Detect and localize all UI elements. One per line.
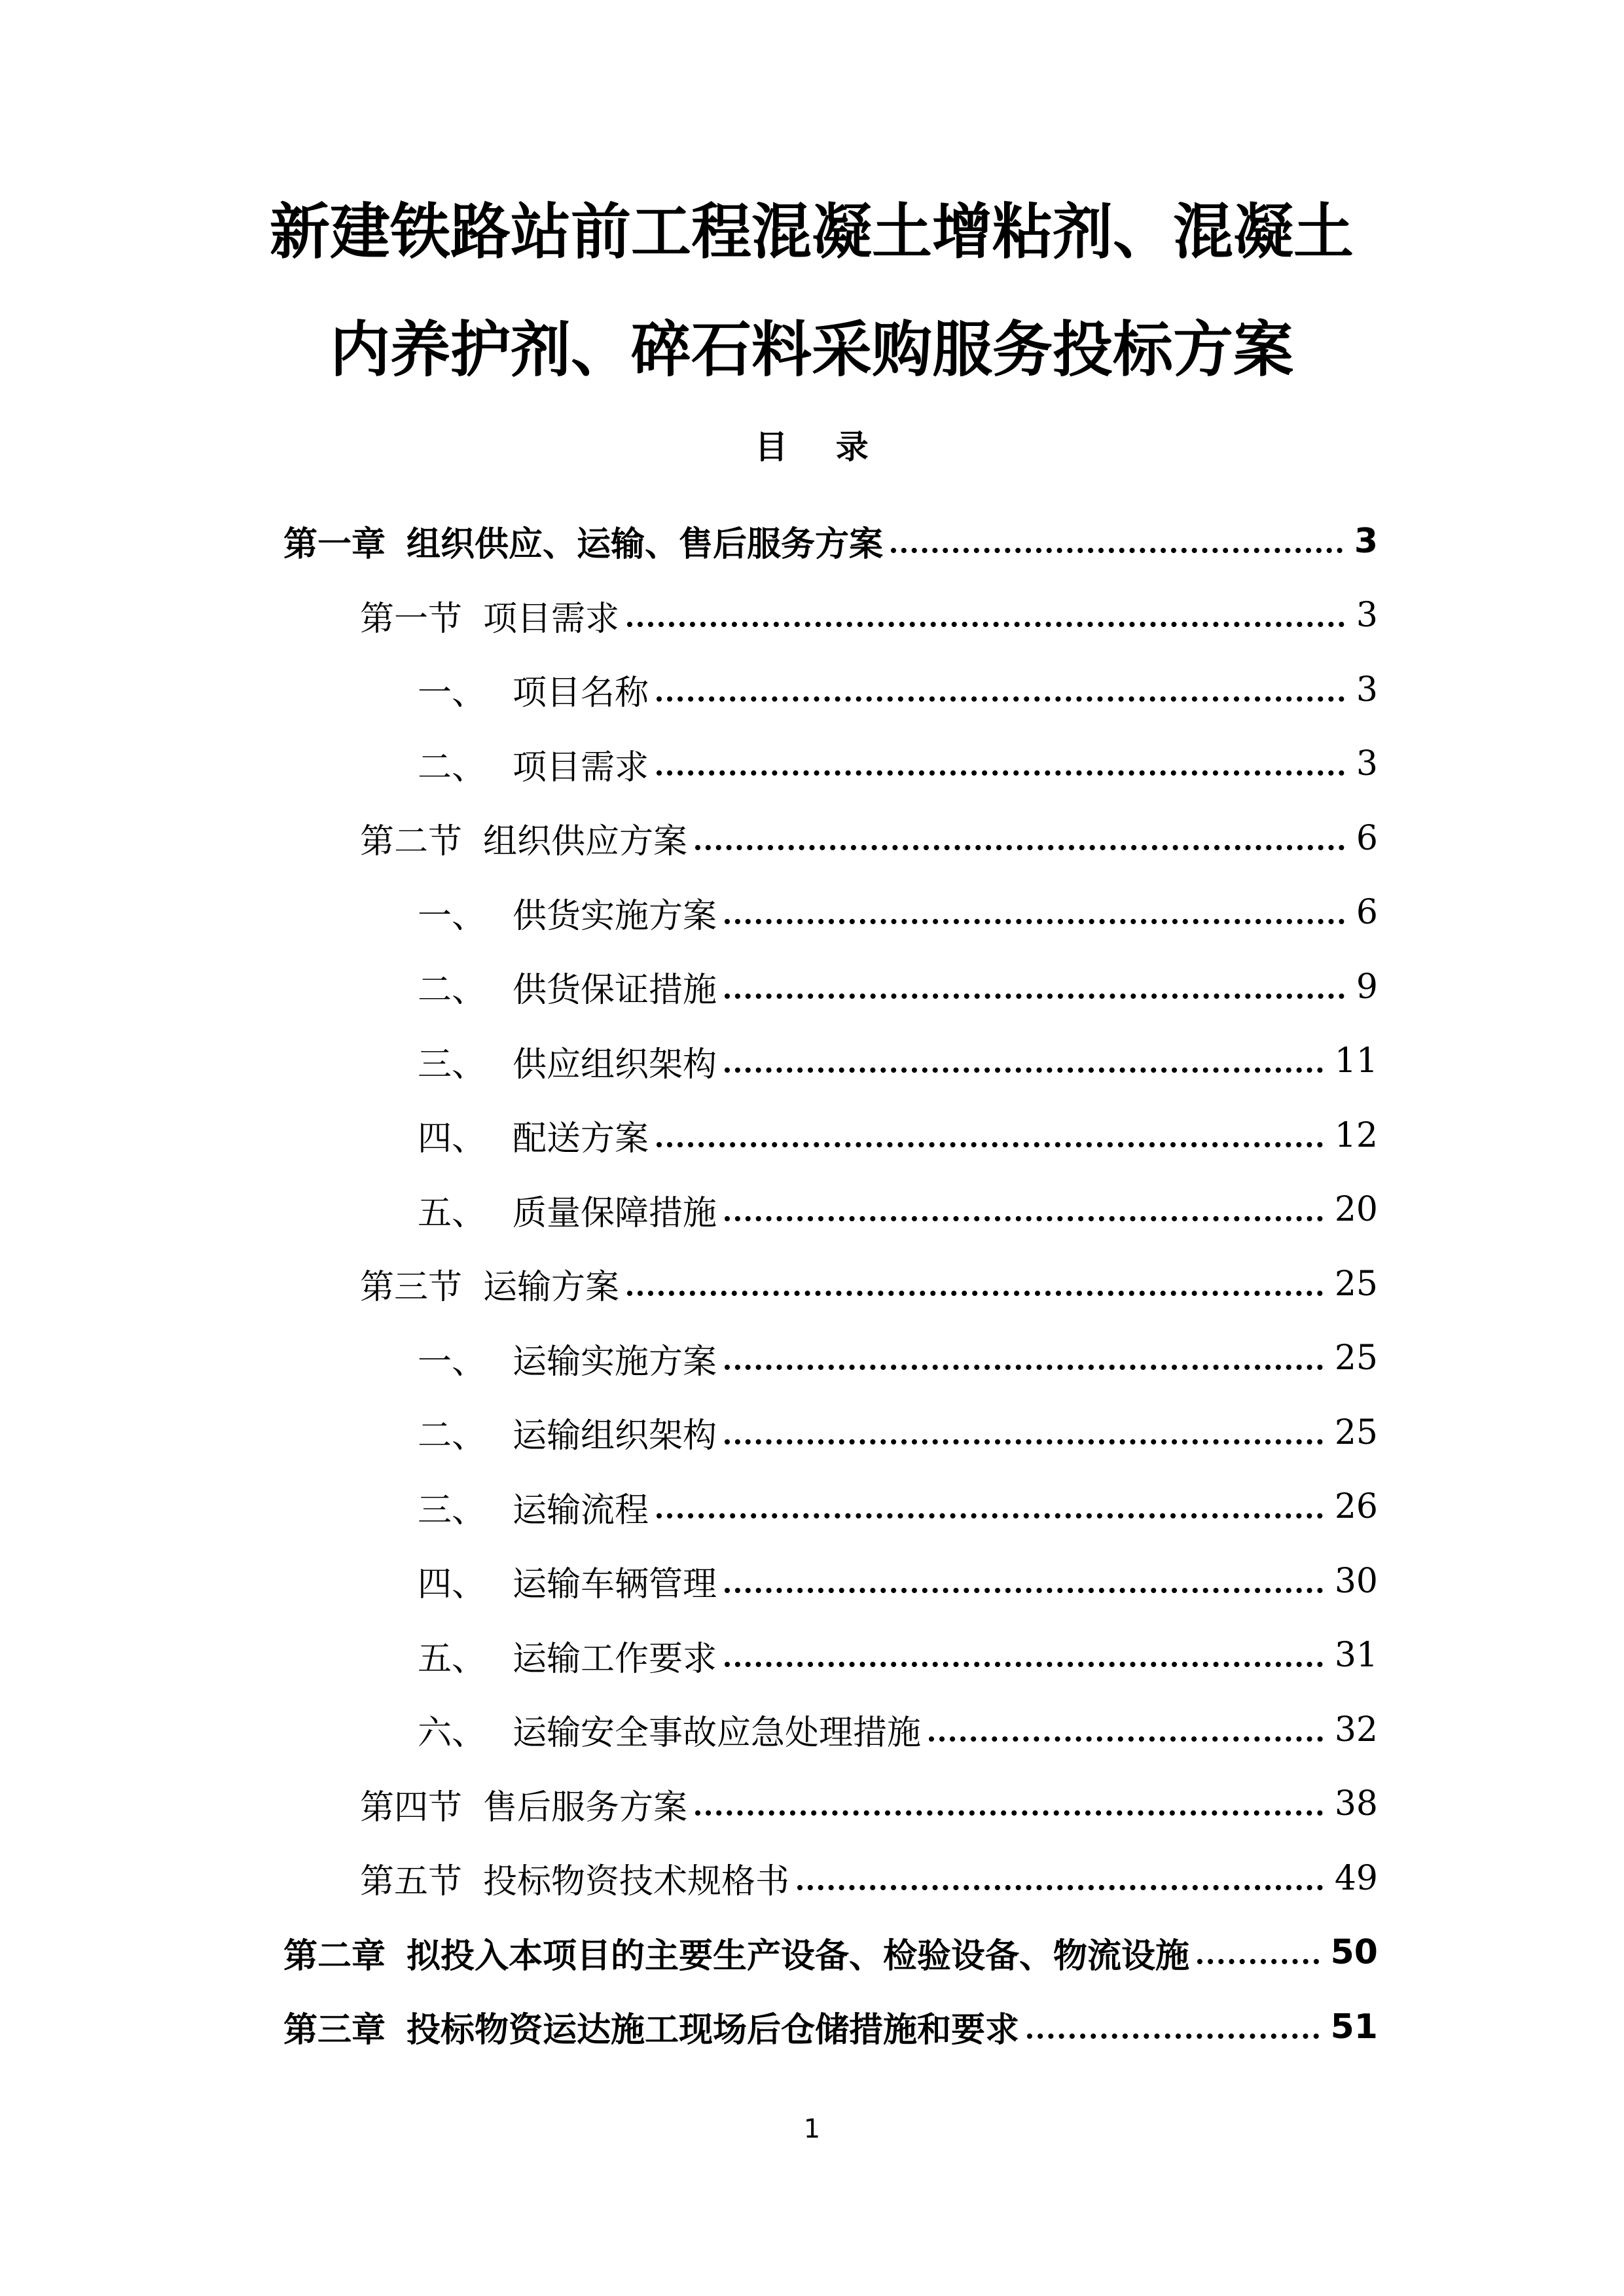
toc-entry-title: 运输组织架构 xyxy=(513,1416,717,1456)
toc-entry[interactable] xyxy=(283,1470,1378,1545)
toc-entry-number: 第三章 xyxy=(283,2011,386,2051)
toc-entry-title: 供应组织架构 xyxy=(513,1045,717,1085)
toc-entry-title: 运输实施方案 xyxy=(513,1342,717,1382)
toc-entry-title: 运输工作要求 xyxy=(513,1639,717,1679)
toc-entry-title: 供货保证措施 xyxy=(513,971,717,1011)
toc-entry-title: 运输流程 xyxy=(513,1490,649,1530)
toc-entry[interactable] xyxy=(283,579,1378,653)
toc-entry-page: 25 xyxy=(1334,1338,1378,1378)
toc-entry[interactable] xyxy=(283,1693,1378,1767)
toc-entry-number: 第二章 xyxy=(283,1936,386,1976)
toc-dot-leader xyxy=(797,1885,1323,1890)
toc-entry[interactable] xyxy=(283,1173,1378,1247)
toc-entry[interactable] xyxy=(283,1098,1378,1173)
toc-dot-leader xyxy=(657,1142,1323,1147)
toc-entry-number: 三、 xyxy=(418,1045,486,1085)
toc-entry[interactable] xyxy=(283,1247,1378,1321)
toc-entry-number: 五、 xyxy=(418,1193,486,1233)
toc-entry[interactable] xyxy=(283,1395,1378,1470)
toc-entry-title: 供货实施方案 xyxy=(513,896,717,936)
toc-entry-number: 第三节 xyxy=(360,1268,463,1308)
page-number: 1 xyxy=(803,2114,821,2144)
toc-entry-page: 50 xyxy=(1330,1933,1378,1973)
toc-dot-leader xyxy=(1197,1959,1319,1964)
toc-entry-number: 四、 xyxy=(418,1565,486,1605)
toc-entry-title: 质量保障措施 xyxy=(513,1193,717,1233)
toc-dot-leader xyxy=(725,1067,1323,1073)
toc-entry-page: 31 xyxy=(1334,1636,1378,1676)
toc-entry-title: 售后服务方案 xyxy=(483,1787,688,1827)
toc-entry[interactable] xyxy=(283,1767,1378,1842)
toc-entry-title: 项目需求 xyxy=(513,747,649,787)
toc-dot-leader xyxy=(725,1365,1323,1370)
toc-entry-title: 组织供应、运输、售后服务方案 xyxy=(406,525,884,565)
toc-entry-number: 六、 xyxy=(418,1713,486,1753)
toc-dot-leader xyxy=(725,919,1344,924)
toc-entry-title: 投标物资技术规格书 xyxy=(483,1862,790,1902)
toc-entry-number: 四、 xyxy=(418,1119,486,1159)
toc-entry-number: 第二节 xyxy=(360,822,463,862)
toc-entry-title: 拟投入本项目的主要生产设备、检验设备、物流设施 xyxy=(406,1936,1190,1976)
document-title-line-2: 内养护剂、碎石料采购服务投标方案 xyxy=(329,315,1293,385)
toc-entry-page: 12 xyxy=(1334,1115,1378,1155)
toc-entry[interactable] xyxy=(283,727,1378,802)
toc-entry-page: 3 xyxy=(1356,596,1378,636)
toc-entry-number: 第一章 xyxy=(283,525,386,565)
toc-dot-leader xyxy=(725,1439,1323,1444)
toc-entry-number: 二、 xyxy=(418,971,486,1011)
toc-entry-page: 6 xyxy=(1356,818,1378,858)
toc-entry[interactable] xyxy=(283,1841,1378,1916)
toc-dot-leader xyxy=(657,1513,1323,1518)
toc-entry-number: 二、 xyxy=(418,747,486,787)
toc-dot-leader xyxy=(725,994,1344,999)
toc-dot-leader xyxy=(695,845,1344,850)
toc-entry-title: 运输安全事故应急处理措施 xyxy=(513,1713,922,1753)
toc-entry-page: 6 xyxy=(1356,893,1378,933)
toc-entry-page: 25 xyxy=(1334,1264,1378,1304)
toc-entry[interactable] xyxy=(283,1990,1378,2064)
toc-entry-title: 配送方案 xyxy=(513,1119,649,1159)
toc-entry[interactable] xyxy=(283,950,1378,1024)
toc-entry-number: 一、 xyxy=(418,673,486,713)
toc-heading: 目 录 xyxy=(755,428,887,466)
toc-entry-page: 51 xyxy=(1330,2007,1378,2047)
toc-entry[interactable] xyxy=(283,1619,1378,1693)
toc-entry[interactable] xyxy=(283,801,1378,876)
toc-entry-title: 运输方案 xyxy=(483,1268,620,1308)
toc-entry-page: 38 xyxy=(1334,1784,1378,1824)
toc-dot-leader xyxy=(627,1291,1323,1296)
toc-entry[interactable] xyxy=(283,1544,1378,1619)
toc-dot-leader xyxy=(695,1810,1323,1816)
toc-entry-page: 20 xyxy=(1334,1190,1378,1230)
table-of-contents xyxy=(283,504,1378,2064)
toc-entry-number: 二、 xyxy=(418,1416,486,1456)
toc-dot-leader xyxy=(627,622,1344,627)
toc-entry[interactable] xyxy=(283,1916,1378,1990)
toc-entry[interactable] xyxy=(283,504,1378,579)
toc-dot-leader xyxy=(657,696,1344,702)
toc-entry-title: 项目名称 xyxy=(513,673,649,713)
toc-dot-leader xyxy=(725,1662,1323,1667)
toc-entry-number: 三、 xyxy=(418,1490,486,1530)
document-title-line-1: 新建铁路站前工程混凝土增粘剂、混凝土 xyxy=(269,197,1354,267)
toc-dot-leader xyxy=(725,1216,1323,1221)
toc-entry-page: 49 xyxy=(1334,1858,1378,1898)
toc-entry[interactable] xyxy=(283,1024,1378,1099)
toc-entry-number: 第一节 xyxy=(360,599,463,639)
toc-dot-leader xyxy=(891,548,1343,553)
toc-entry-page: 30 xyxy=(1334,1561,1378,1601)
toc-entry-title: 组织供应方案 xyxy=(483,822,688,862)
toc-entry-page: 3 xyxy=(1354,521,1378,561)
toc-dot-leader xyxy=(1027,2034,1319,2039)
toc-entry-page: 25 xyxy=(1334,1412,1378,1452)
toc-entry-page: 3 xyxy=(1356,744,1378,784)
toc-entry-page: 9 xyxy=(1356,967,1378,1007)
toc-entry-title: 运输车辆管理 xyxy=(513,1565,717,1605)
toc-dot-leader xyxy=(929,1736,1323,1742)
toc-entry-number: 五、 xyxy=(418,1639,486,1679)
toc-entry-number: 一、 xyxy=(418,896,486,936)
toc-entry-title: 项目需求 xyxy=(483,599,620,639)
toc-dot-leader xyxy=(725,1588,1323,1593)
toc-entry-page: 26 xyxy=(1334,1487,1378,1527)
toc-dot-leader xyxy=(657,770,1344,776)
toc-entry-page: 32 xyxy=(1334,1710,1378,1749)
toc-entry[interactable] xyxy=(283,653,1378,727)
toc-entry-number: 第四节 xyxy=(360,1787,463,1827)
toc-entry-number: 第五节 xyxy=(360,1862,463,1902)
toc-entry-page: 3 xyxy=(1356,670,1378,709)
toc-entry-page: 11 xyxy=(1334,1041,1378,1081)
toc-entry[interactable] xyxy=(283,876,1378,950)
toc-entry-title: 投标物资运达施工现场后仓储措施和要求 xyxy=(406,2011,1020,2051)
toc-entry-number: 一、 xyxy=(418,1342,486,1382)
toc-entry[interactable] xyxy=(283,1321,1378,1396)
